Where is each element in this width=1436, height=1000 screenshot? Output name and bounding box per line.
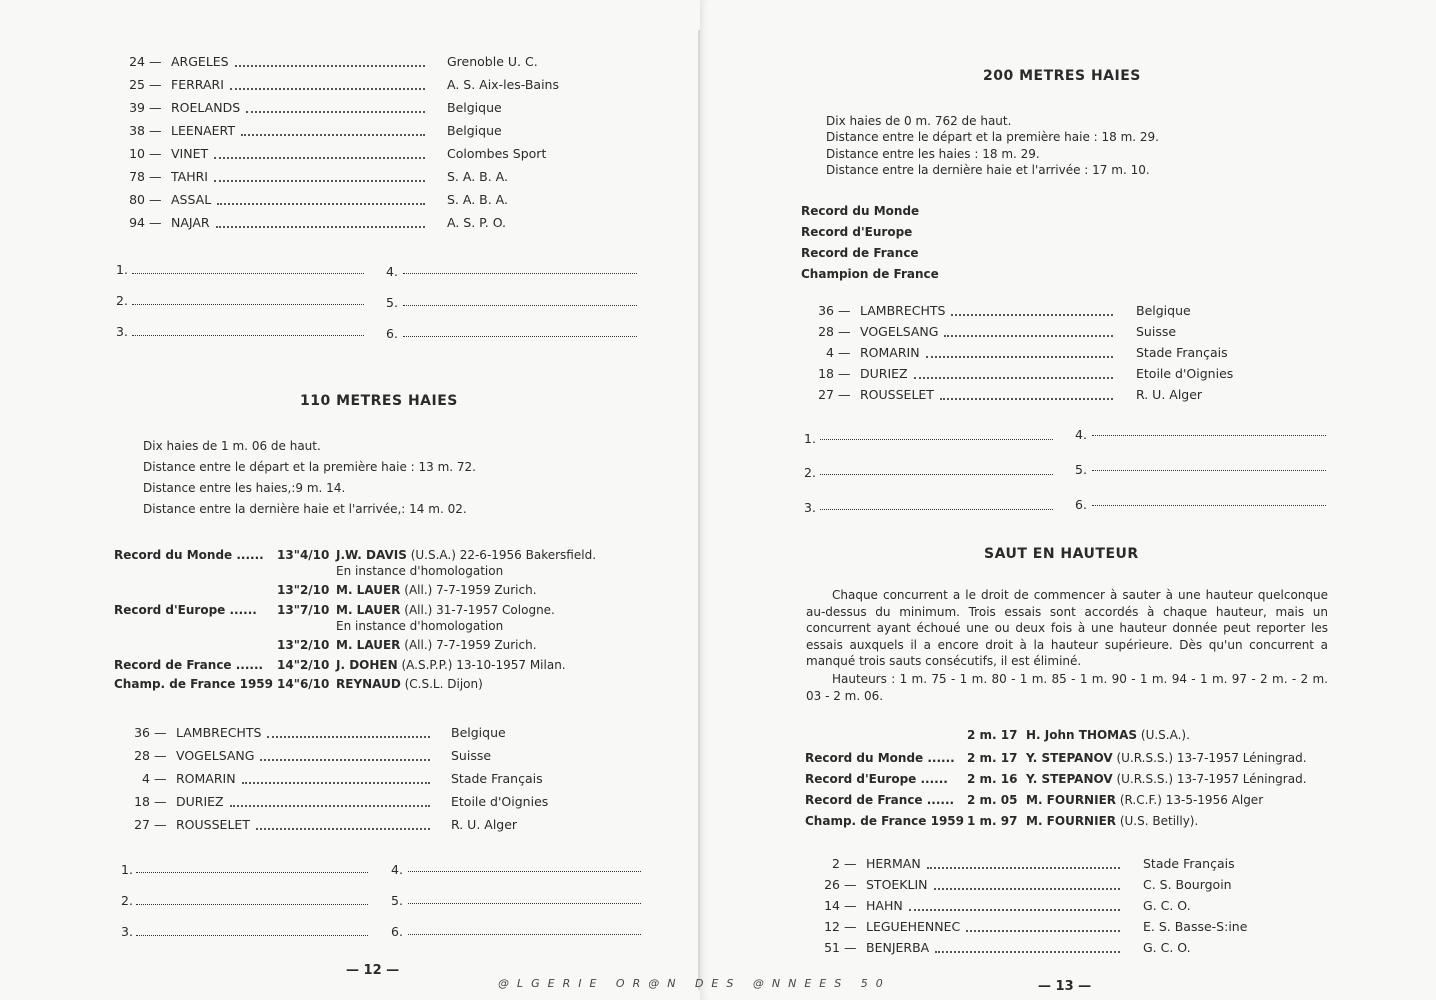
entry-club: G. C. O. (1143, 940, 1191, 955)
entry-club: Colombes Sport (447, 146, 547, 161)
entry-athlete-name: TAHRI (171, 169, 208, 184)
entry-dash: — (154, 794, 167, 809)
rank-line (403, 273, 637, 274)
record-line (1026, 814, 1198, 828)
entry-number: 18 (818, 366, 834, 381)
entry-club: Etoile d'Oignies (1136, 366, 1234, 381)
record-mark: 14"6/10 (277, 677, 330, 691)
hurdles110-desc-1: Dix haies de 1 m. 06 de haut. (143, 439, 321, 453)
record-details: En instance d'homologation (336, 564, 504, 578)
entry-dash: — (844, 877, 857, 892)
entry-number: 25 (129, 77, 145, 92)
entry-athlete-name: DURIEZ (176, 794, 224, 809)
record-details: En instance d'homologation (336, 619, 504, 633)
leader-dots (216, 226, 425, 228)
rank-5: 5. (386, 295, 398, 310)
section-title-high-jump: SAUT EN HAUTEUR (984, 546, 1139, 562)
leader-dots (246, 111, 425, 113)
leader-dots (217, 203, 425, 205)
leader-dots (944, 335, 1113, 337)
record-line (336, 677, 483, 691)
record-label: Record de France ...... (805, 793, 955, 807)
leader-dots (940, 398, 1113, 400)
entry-athlete-name: ROUSSELET (860, 387, 934, 402)
record-mark: 13"7/10 (277, 603, 330, 617)
rank-line (136, 872, 368, 873)
entry-club: Belgique (447, 100, 502, 115)
entry-athlete-name: VINET (171, 146, 209, 161)
entry-athlete-name: BENJERBA (866, 940, 930, 955)
entry-dash: — (844, 856, 857, 871)
record-details: (All.) 31-7-1957 Cologne. (404, 603, 555, 617)
record-line (336, 603, 555, 617)
hurdles110-desc-2: Distance entre le départ et la première haie : 13 m. 72. (143, 460, 476, 474)
entry-club: R. U. Alger (1136, 387, 1203, 402)
right-page (700, 0, 1436, 1000)
entry-club: Etoile d'Oignies (451, 794, 549, 809)
entry-number: 27 (818, 387, 834, 402)
leader-dots (241, 134, 425, 136)
entry-club: Belgique (447, 123, 502, 138)
entry-number: 4 (826, 345, 834, 360)
rank-line (136, 935, 368, 936)
entry-athlete-name: LEGUEHENNEC (866, 919, 961, 934)
leader-dots (914, 377, 1113, 379)
rank-5: 5. (1075, 462, 1087, 477)
entry-club: R. U. Alger (451, 817, 518, 832)
entry-dash: — (149, 146, 162, 161)
entry-number: 26 (824, 877, 840, 892)
entry-dash: — (154, 817, 167, 832)
entry-number: 4 (142, 771, 150, 786)
record-europe-label: Record d'Europe (801, 225, 913, 239)
entry-club: A. S. P. O. (447, 215, 507, 230)
entry-dash: — (844, 940, 857, 955)
entry-athlete-name: VOGELSANG (176, 748, 255, 763)
hurdles200-desc-4: Distance entre la dernière haie et l'arrivée : 17 m. 10. (826, 163, 1150, 177)
entry-athlete-name: VOGELSANG (860, 324, 939, 339)
leader-dots (966, 930, 1120, 932)
page-number-13: — 13 — (1038, 979, 1092, 994)
rank-4: 4. (1075, 427, 1087, 442)
high-jump-rules: Chaque concurrent a le droit de commencer à sauter à une hauteur quelconque au-dessus du minimum. Trois essais sont accordés à chaque hauteur, mais un concurrent ayant échoué une ou deux fois à une hauteur donnée peut reporter les essais auxquels il a encore droit à la hauteur supérieure. Dès qu'un concurrent a manqué trois sauts consécutifs, il est éliminé. (806, 588, 1328, 668)
entry-athlete-name: LAMBRECHTS (860, 303, 946, 318)
entry-number: 12 (824, 919, 840, 934)
entry-club: Grenoble U. C. (447, 54, 538, 69)
record-details: (U.R.S.S.) 13-7-1957 Léningrad. (1116, 751, 1307, 765)
leader-dots (260, 759, 430, 761)
record-mark: 2 m. 05 (967, 793, 1018, 807)
record-line (336, 638, 537, 652)
hurdles110-desc-4: Distance entre la dernière haie et l'arrivée,: 14 m. 02. (143, 502, 467, 516)
record-line (336, 564, 503, 578)
rank-line (1092, 435, 1326, 436)
watermark-text: @LGERIE OR@N DES @NNEES 50 (498, 977, 891, 990)
rank-1: 1. (121, 862, 133, 877)
hurdles110-desc-3: Distance entre les haies,:9 m. 14. (143, 481, 346, 495)
entry-dash: — (149, 77, 162, 92)
record-holder: Y. STEPANOV (1026, 751, 1113, 765)
record-details: (U.S. Betilly). (1119, 814, 1199, 828)
entry-club: A. S. Aix-les-Bains (447, 77, 559, 92)
entry-number: 94 (129, 215, 145, 230)
record-mark: 2 m. 17 (967, 751, 1018, 765)
record-holder: M. LAUER (336, 583, 401, 597)
leader-dots (235, 65, 425, 67)
record-label: Record du Monde ...... (114, 548, 264, 562)
record-line (336, 619, 503, 633)
entry-athlete-name: ROUSSELET (176, 817, 250, 832)
entry-club: S. A. B. A. (447, 169, 508, 184)
entry-club: Suisse (451, 748, 492, 763)
entry-number: 14 (824, 898, 840, 913)
entry-athlete-name: FERRARI (171, 77, 224, 92)
entry-club: Belgique (451, 725, 506, 740)
leader-dots (230, 88, 425, 90)
record-france-label: Record de France (801, 246, 919, 260)
entry-dash: — (149, 215, 162, 230)
record-world-label: Record du Monde (801, 204, 920, 218)
entry-dash: — (149, 169, 162, 184)
entry-number: 80 (129, 192, 145, 207)
champion-france-label: Champion de France (801, 267, 939, 281)
record-mark: 2 m. 17 (967, 728, 1018, 742)
record-line (1026, 772, 1307, 786)
leader-dots (214, 180, 425, 182)
rank-line (403, 305, 637, 306)
record-mark: 1 m. 97 (967, 814, 1018, 828)
rank-3: 3. (121, 924, 133, 939)
entry-dash: — (149, 192, 162, 207)
entry-club: Stade Français (1143, 856, 1235, 871)
entry-athlete-name: ASSAL (171, 192, 212, 207)
rank-line (132, 335, 364, 336)
entry-club: C. S. Bourgoin (1143, 877, 1232, 892)
rank-2: 2. (804, 465, 816, 480)
entry-dash: — (838, 303, 851, 318)
rank-5: 5. (391, 893, 403, 908)
page-number-12: — 12 — (346, 963, 400, 978)
record-line (336, 658, 566, 672)
record-holder: REYNAUD (336, 677, 401, 691)
rank-line (1092, 470, 1326, 471)
record-holder: M. LAUER (336, 638, 401, 652)
entry-number: 27 (134, 817, 150, 832)
entry-dash: — (844, 919, 857, 934)
entry-athlete-name: LAMBRECHTS (176, 725, 262, 740)
entry-athlete-name: HERMAN (866, 856, 921, 871)
section-title-110-hurdles: 110 METRES HAIES (300, 393, 458, 409)
rank-line (136, 904, 368, 905)
leader-dots (935, 951, 1120, 953)
entry-number: 36 (818, 303, 834, 318)
entry-number: 51 (824, 940, 840, 955)
rank-line (820, 474, 1053, 475)
record-holder: M. FOURNIER (1026, 793, 1117, 807)
leader-dots (256, 828, 430, 830)
rank-line (403, 336, 637, 337)
hurdles200-desc-3: Distance entre les haies : 18 m. 29. (826, 147, 1040, 161)
entry-athlete-name: ARGELES (171, 54, 229, 69)
record-holder: J.W. DAVIS (336, 548, 407, 562)
entry-number: 28 (134, 748, 150, 763)
rank-line (820, 509, 1053, 510)
record-details: (U.S.A.) 22-6-1956 Bakersfield. (410, 548, 597, 562)
high-jump-heights: Hauteurs : 1 m. 75 - 1 m. 80 - 1 m. 85 - 1 m. 90 - 1 m. 94 - 1 m. 97 - 2 m. - 2 m. 03 - 2 m. 06. (806, 672, 1328, 703)
rank-2: 2. (116, 293, 128, 308)
record-line (336, 548, 596, 562)
record-holder: J. DOHEN (336, 658, 398, 672)
entry-club: Stade Français (1136, 345, 1228, 360)
entry-athlete-name: NAJAR (171, 215, 210, 230)
rank-1: 1. (116, 262, 128, 277)
entry-club: E. S. Basse-S:ine (1143, 919, 1248, 934)
record-label: Champ. de France 1959 (805, 814, 964, 828)
record-line (1026, 751, 1307, 765)
rank-line (132, 304, 364, 305)
entry-athlete-name: HAHN (866, 898, 903, 913)
record-label: Record de France ...... (114, 658, 264, 672)
entry-number: 78 (129, 169, 145, 184)
leader-dots (909, 909, 1120, 911)
entry-club: S. A. B. A. (447, 192, 508, 207)
entry-dash: — (838, 345, 851, 360)
record-mark: 13"4/10 (277, 548, 330, 562)
entry-athlete-name: STOEKLIN (866, 877, 928, 892)
entry-athlete-name: ROMARIN (860, 345, 920, 360)
record-mark: 14"2/10 (277, 658, 330, 672)
section-title-200-hurdles: 200 METRES HAIES (983, 68, 1141, 84)
rank-line (408, 903, 641, 904)
entry-athlete-name: DURIEZ (860, 366, 908, 381)
entry-club: Stade Français (451, 771, 543, 786)
record-details: (U.S.A.). (1140, 728, 1190, 742)
entry-club: Suisse (1136, 324, 1177, 339)
record-mark: 2 m. 16 (967, 772, 1018, 786)
record-details: (R.C.F.) 13-5-1956 Alger (1119, 793, 1264, 807)
record-details: (U.R.S.S.) 13-7-1957 Léningrad. (1116, 772, 1307, 786)
entry-club: G. C. O. (1143, 898, 1191, 913)
left-page (0, 0, 700, 1000)
leader-dots (242, 782, 430, 784)
record-details: (C.S.L. Dijon) (404, 677, 483, 691)
rank-3: 3. (116, 324, 128, 339)
entry-dash: — (838, 324, 851, 339)
record-label: Record du Monde ...... (805, 751, 955, 765)
entry-dash: — (838, 387, 851, 402)
entry-number: 2 (832, 856, 840, 871)
rank-6: 6. (386, 326, 398, 341)
leader-dots (934, 888, 1120, 890)
leader-dots (214, 157, 425, 159)
entry-dash: — (149, 100, 162, 115)
leader-dots (927, 867, 1120, 869)
entry-dash: — (838, 366, 851, 381)
entry-number: 24 (129, 54, 145, 69)
entry-club: Belgique (1136, 303, 1191, 318)
entry-dash: — (844, 898, 857, 913)
entry-dash: — (154, 771, 167, 786)
entry-athlete-name: LEENAERT (171, 123, 235, 138)
entry-number: 36 (134, 725, 150, 740)
record-holder: M. FOURNIER (1026, 814, 1117, 828)
rank-4: 4. (386, 264, 398, 279)
entry-number: 18 (134, 794, 150, 809)
entry-dash: — (149, 54, 162, 69)
record-holder: H. John THOMAS (1026, 728, 1138, 742)
record-label: Record d'Europe ...... (805, 772, 948, 786)
entry-dash: — (154, 725, 167, 740)
rank-6: 6. (1075, 497, 1087, 512)
record-label: Champ. de France 1959 (114, 677, 273, 691)
record-label: Record d'Europe ...... (114, 603, 257, 617)
entry-number: 39 (129, 100, 145, 115)
record-details: (A.S.P.P.) 13-10-1957 Milan. (401, 658, 566, 672)
leader-dots (951, 314, 1113, 316)
rank-1: 1. (804, 431, 816, 446)
entry-number: 38 (129, 123, 145, 138)
entry-athlete-name: ROELANDS (171, 100, 241, 115)
entry-athlete-name: ROMARIN (176, 771, 236, 786)
record-line (1026, 793, 1263, 807)
record-line (1026, 728, 1190, 742)
record-mark: 13"2/10 (277, 583, 330, 597)
entry-dash: — (154, 748, 167, 763)
hurdles200-desc-1: Dix haies de 0 m. 762 de haut. (826, 114, 1012, 128)
hurdles200-desc-2: Distance entre le départ et la première haie : 18 m. 29. (826, 130, 1159, 144)
rank-4: 4. (391, 862, 403, 877)
rank-6: 6. (391, 924, 403, 939)
rank-line (408, 934, 641, 935)
record-holder: Y. STEPANOV (1026, 772, 1113, 786)
rank-line (820, 439, 1053, 440)
rank-line (132, 273, 364, 274)
rank-2: 2. (121, 893, 133, 908)
record-mark: 13"2/10 (277, 638, 330, 652)
record-holder: M. LAUER (336, 603, 401, 617)
entry-number: 10 (129, 146, 145, 161)
record-line (336, 583, 537, 597)
rank-line (1092, 505, 1326, 506)
entry-dash: — (149, 123, 162, 138)
rank-line (408, 871, 641, 872)
entry-number: 28 (818, 324, 834, 339)
leader-dots (230, 805, 430, 807)
leader-dots (267, 736, 430, 738)
rank-3: 3. (804, 500, 816, 515)
leader-dots (926, 356, 1113, 358)
record-details: (All.) 7-7-1959 Zurich. (404, 583, 537, 597)
record-details: (All.) 7-7-1959 Zurich. (404, 638, 537, 652)
